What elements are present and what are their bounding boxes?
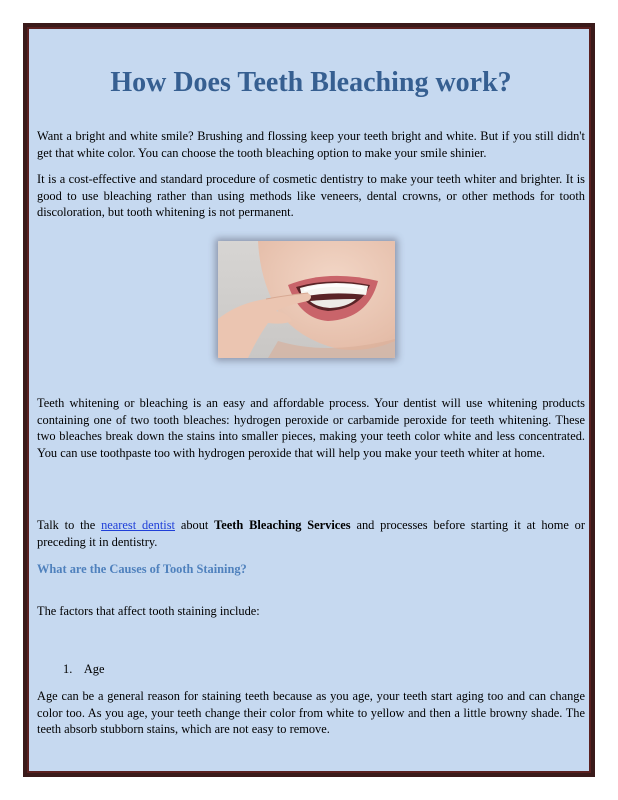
page-title: How Does Teeth Bleaching work? bbox=[110, 67, 512, 98]
talk-suffix: and processes before starting it at home or preceding it in dentistry. bbox=[37, 518, 585, 549]
nearest-dentist-link[interactable]: nearest dentist bbox=[101, 518, 176, 532]
page-border bbox=[23, 23, 595, 777]
causes-heading: What are the Causes of Tooth Staining? bbox=[37, 562, 247, 576]
factors-intro: The factors that affect tooth staining include: bbox=[37, 604, 260, 618]
age-paragraph: Age can be a general reason for staining teeth because as you age, your teeth start aging too and can change color too. As you age, your teeth change their color from white to yellow and then a little browny shade. The teeth absorb stubborn stains, which are not easy to remove. bbox=[37, 689, 585, 736]
intro-paragraph: Want a bright and white smile? Brushing and flossing keep your teeth bright and white. But if you still didn't get that white color. You can choose the tooth bleaching option to make your smile shinier. bbox=[37, 129, 585, 160]
talk-paragraph bbox=[37, 517, 585, 550]
talk-middle: about bbox=[175, 518, 215, 532]
causes-list bbox=[63, 661, 104, 678]
page-panel bbox=[27, 27, 591, 773]
process-paragraph: Teeth whitening or bleaching is an easy and affordable process. Your dentist will use whitening products containing one of two tooth bleaches: hydrogen peroxide or carbamide peroxide for teeth whitening. These two bleaches break down the stains into smaller pieces, making your teeth color white and less concentrated. You can use toothpaste too with hydrogen peroxide that will help you make your teeth whiter at home. bbox=[37, 396, 585, 460]
teeth-bleaching-services-text: Teeth Bleaching Services bbox=[214, 518, 351, 532]
teeth-whitening-photo bbox=[218, 241, 395, 358]
smile-illustration bbox=[218, 241, 395, 358]
procedure-paragraph: It is a cost-effective and standard procedure of cosmetic dentistry to make your teeth whiter and brighter. It is good to use bleaching rather than using methods like veneers, dental crowns, or other methods for tooth discoloration, but tooth whitening is not permanent. bbox=[37, 172, 585, 219]
list-item-number: 1. bbox=[63, 662, 73, 676]
list-item-age: Age bbox=[83, 662, 105, 676]
talk-prefix: Talk to the bbox=[37, 518, 102, 532]
